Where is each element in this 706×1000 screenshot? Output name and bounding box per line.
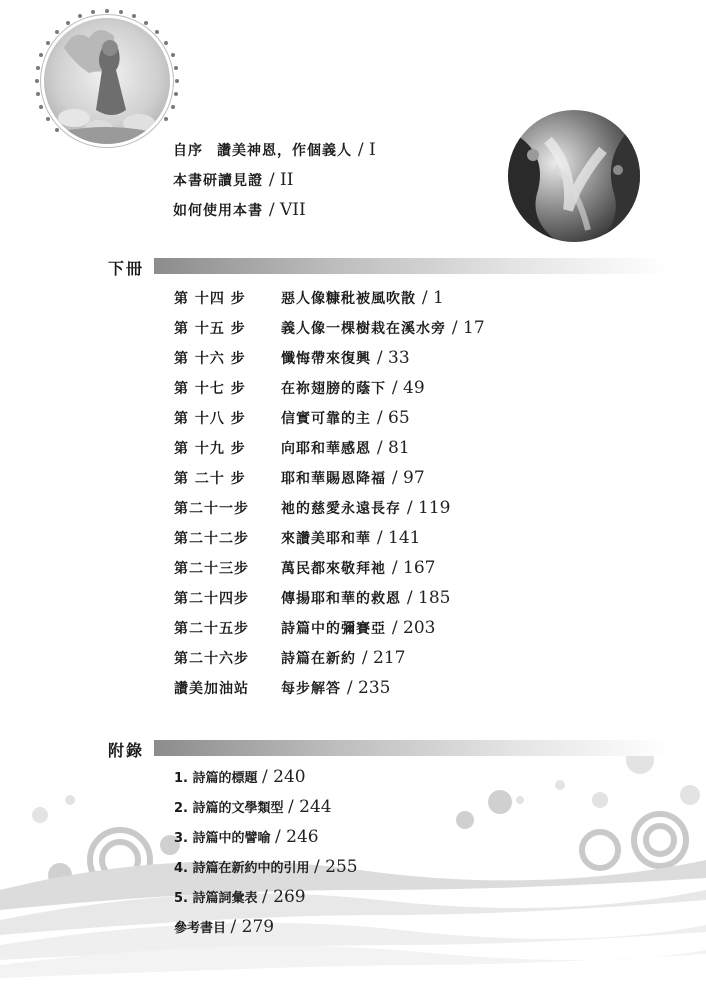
step-title: 詩篇中的彌賽亞 / 203: [281, 618, 436, 638]
intro-entry-testimony[interactable]: [173, 170, 293, 190]
step-title: 傳揚耶和華的救恩 / 185: [281, 588, 451, 608]
page-number: / 141: [376, 528, 421, 548]
step-label: 第二十一步: [174, 501, 249, 517]
appendix-title: 參考書目: [174, 921, 227, 936]
section-header-appendix: [108, 737, 668, 759]
step-row[interactable]: [174, 435, 594, 459]
step-title: 祂的慈愛永遠長存 / 119: [281, 498, 451, 518]
intro-entry-how-to-use[interactable]: [173, 200, 306, 220]
section-gradient-bar: [154, 258, 668, 274]
step-label: 第二十四步: [174, 591, 249, 607]
step-row[interactable]: [174, 555, 594, 579]
section-header-volume2: [108, 255, 668, 277]
section-title: 附錄: [108, 741, 145, 760]
page-number: / 235: [346, 678, 391, 698]
intro-entry-preface[interactable]: [173, 140, 376, 160]
step-label: 第 十四 步: [174, 291, 246, 307]
step-row[interactable]: [174, 375, 594, 399]
step-title: 來讚美耶和華 / 141: [281, 528, 421, 548]
page-number: / 167: [391, 558, 436, 578]
step-row[interactable]: [174, 585, 594, 609]
step-label: 第 十八 步: [174, 411, 246, 427]
step-row[interactable]: [174, 615, 594, 639]
page-number: / 240: [262, 767, 306, 787]
page-number: / 65: [376, 408, 410, 428]
page-number: / 203: [391, 618, 436, 638]
step-row[interactable]: [174, 465, 594, 489]
page-number: / 1: [421, 288, 444, 308]
step-title: 向耶和華感恩 / 81: [281, 438, 410, 458]
step-label: 第 十九 步: [174, 441, 246, 457]
step-label: 第 十六 步: [174, 351, 246, 367]
section-gradient-bar: [154, 740, 668, 756]
step-label: 第 十七 步: [174, 381, 246, 397]
step-title: 懺悔帶來復興 / 33: [281, 348, 410, 368]
page-number: / I: [357, 140, 376, 160]
intro-label: 自序: [173, 143, 203, 159]
page-number: / 17: [451, 318, 485, 338]
intro-label: 本書研讀見證: [173, 173, 263, 189]
step-label: 讚美加油站: [174, 681, 249, 697]
appendix-title: 4. 詩篇在新約中的引用: [174, 861, 310, 876]
shepherd-illustration-image: [44, 18, 170, 144]
appendix-title: 2. 詩篇的文學類型: [174, 801, 284, 816]
page-number: / 49: [391, 378, 425, 398]
step-label: 第 十五 步: [174, 321, 246, 337]
page-number: / II: [268, 170, 294, 190]
step-row[interactable]: [174, 315, 594, 339]
appendix-entry[interactable]: [174, 857, 358, 877]
appendix-entry[interactable]: [174, 767, 306, 787]
page-number: / 246: [275, 827, 319, 847]
page-number: / 244: [288, 797, 332, 817]
intro-label: 如何使用本書: [173, 203, 263, 219]
section-title: 下冊: [108, 259, 145, 278]
step-row[interactable]: [174, 675, 594, 699]
page-number: / 269: [262, 887, 306, 907]
step-title: 信實可靠的主 / 65: [281, 408, 410, 428]
step-title: 在祢翅膀的蔭下 / 49: [281, 378, 425, 398]
page-number: / 255: [314, 857, 358, 877]
landscape-illustration-image: [508, 110, 640, 242]
appendix-entry[interactable]: [174, 827, 319, 847]
step-title: 每步解答 / 235: [281, 678, 391, 698]
intro-title: 讚美神恩，作個義人: [217, 143, 352, 159]
step-row[interactable]: [174, 525, 594, 549]
page-number: / 81: [376, 438, 410, 458]
appendix-entry[interactable]: [174, 917, 274, 937]
step-title: 惡人像糠秕被風吹散 / 1: [281, 288, 444, 308]
page-number: / 185: [406, 588, 451, 608]
step-label: 第二十三步: [174, 561, 249, 577]
page-number: / 119: [406, 498, 451, 518]
page-number: / 217: [361, 648, 406, 668]
page-number: / 97: [391, 468, 425, 488]
step-title: 義人像一棵樹栽在溪水旁 / 17: [281, 318, 485, 338]
page-number: / 279: [230, 917, 275, 937]
appendix-entry[interactable]: [174, 797, 332, 817]
step-label: 第二十二步: [174, 531, 249, 547]
step-row[interactable]: [174, 345, 594, 369]
step-title: 耶和華賜恩降福 / 97: [281, 468, 425, 488]
step-label: 第二十五步: [174, 621, 249, 637]
page-number: / VII: [268, 200, 306, 220]
step-label: 第 二十 步: [174, 471, 246, 487]
step-label: 第二十六步: [174, 651, 249, 667]
appendix-title: 5. 詩篇詞彙表: [174, 891, 258, 906]
appendix-title: 1. 詩篇的標題: [174, 771, 258, 786]
appendix-title: 3. 詩篇中的譬喻: [174, 831, 271, 846]
step-row[interactable]: [174, 285, 594, 309]
step-title: 詩篇在新約 / 217: [281, 648, 406, 668]
step-title: 萬民都來敬拜祂 / 167: [281, 558, 436, 578]
step-row[interactable]: [174, 645, 594, 669]
step-row[interactable]: [174, 405, 594, 429]
page-number: / 33: [376, 348, 410, 368]
appendix-entry[interactable]: [174, 887, 306, 907]
step-row[interactable]: [174, 495, 594, 519]
